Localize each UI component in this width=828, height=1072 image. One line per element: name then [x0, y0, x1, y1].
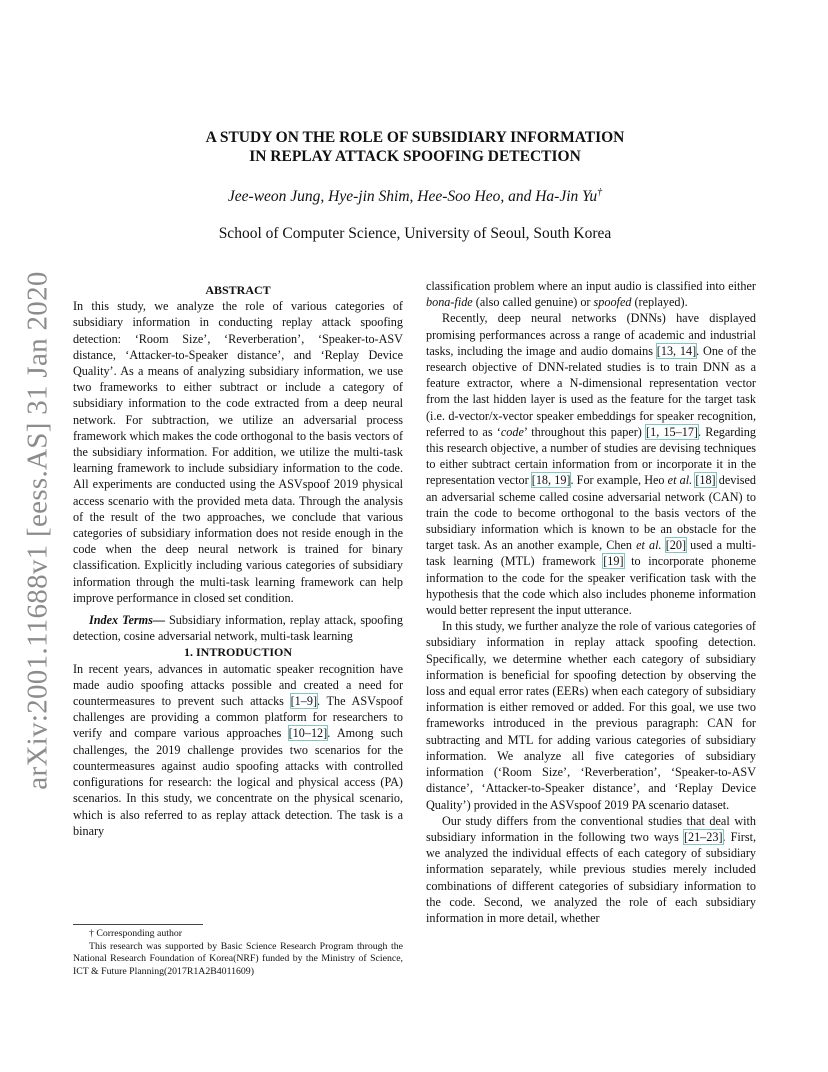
footnote-rule [73, 924, 203, 925]
citation-link[interactable]: [21–23] [683, 829, 723, 844]
index-terms-label: Index Terms— [89, 613, 166, 628]
right-paragraph-2: In this study, we further analyze the role of various categories of subsidiary information in replay attack spoofing detection. Specifically, we determine whether each category of subsidiary information is beneficial for spoofing detection by observing the loss and equal error rates (EERs) when each category of subsidiary information is either removed or added. For this goal, we use two frameworks introduced in the previous paragraph: CAN for subtracting and MTL for adding various categories of subsidiary information. We analyze all five categories of subsidiary information (‘Room Size’, ‘Reverberation’, ‘Speaker-to-ASV distance’, ‘Attacker-to-Speaker distance’, and ‘Replay Device Quality’) provided in the ASVspoof 2019 PA scenario dataset. [426, 619, 756, 812]
right-paragraph-1: Recently, deep neural networks (DNNs) have displayed promising performances across a range of academic and industrial tasks, including the image and audio domains [13, 14]. One of the research objective of DNN-related studies is to train DNN as a feature extractor, where a N-dimensional representation vector from the last hidden layer is used as the feature for the target task (i.e. d-vector/x-vector speaker embeddings for speaker recognition, referred to as ‘code’ throughout this paper) [1, 15–17]. Regarding this research objective, a number of studies are devising techniques to either subtract certain information from or incorporate it in the representation vector [18, 19]. For example, Heo et al. [18] devised an adversarial scheme called cosine adversarial network (CAN) to train the code to become orthogonal to the basis vectors of the subsidiary information which is known to be an obstacle for the target task. As an another example, Chen et al. [20] used a multi-task learning (MTL) framework [19] to incorporate phoneme information to the code for the speaker verification task with the hypothesis that the code which also includes phoneme information would better represent the input utterance. [426, 311, 757, 618]
introduction-heading: 1. INTRODUCTION [183, 645, 292, 660]
footnote-funding: This research was supported by Basic Science Research Program through the National Research Foundation of Korea(NRF) funded by the Ministry of Science, ICT & Future Planning(2017R1A2B4011609) [73, 940, 403, 977]
authors [100, 187, 730, 206]
affiliation: School of Computer Science, University of Seoul, South Korea [218, 225, 612, 242]
index-terms-text: Subsidiary information, replay attack, spoofing detection, cosine adversarial network, multi-task learning [73, 613, 403, 644]
citation-link[interactable]: [10–12] [288, 726, 328, 741]
arxiv-stamp-text: arXiv:2001.11688v1 [eess.AS] 31 Jan 2020 [21, 270, 54, 790]
citation-link[interactable]: [1, 15–17] [646, 424, 698, 439]
citation-link[interactable]: [19] [603, 554, 624, 569]
citation-link[interactable]: [20] [665, 538, 687, 553]
right-paragraph-0: classification problem where an input audio is classified into either bona-fide (also called genuine) or spoofed (replayed). [426, 279, 756, 310]
footnotes [73, 928, 403, 978]
right-column [426, 278, 756, 926]
footnote-corresponding-author: † Corresponding author [89, 928, 183, 939]
right-paragraph-3: Our study differs from the conventional studies that deal with subsidiary information in the following two ways [21–23]. First, we analyzed the individual effects of each category of subsidiary information separately, while previous studies merely included combinations of different categories of subsidiary information to the code. Second, we analyzed the role of each subsidiary information in more detail, whether [426, 813, 757, 925]
index-terms [73, 612, 403, 644]
author-names: Jee-weon Jung, Hye-jin Shim, Hee-Soo Heo, and Ha-Jin Yu [227, 188, 598, 206]
abstract-text: In this study, we analyze the role of various categories of subsidiary information in conducting replay attack spoofing detection: ‘Room Size’, ‘Reverberation’, ‘Speaker-to-ASV distance, ‘Attacker-to-Speaker distance’, and ‘Replay Device Quality’. As a means of analyzing subsidiary information, we use two frameworks to either subtract or include a category of subsidiary information to the code extracted from a deep neural network. For subtraction, we utilize an adversarial process framework which makes the code orthogonal to the basis vectors of the subsidiary information. For addition, we utilize the multi-task learning framework to include subsidiary information to the code. All experiments are conducted using the ASVspoof 2019 physical access scenario with the provided meta data. Through the analysis of the result of the two approaches, we conclude that various categories of subsidiary information does not reside enough in the code when the deep neural network is trained for binary classification. Explicitly including various categories of subsidiary information through the multi-task learning framework can help improve performance in closed set condition. [73, 299, 403, 605]
paper-title [100, 128, 730, 166]
abstract-heading: ABSTRACT [205, 283, 271, 297]
arxiv-identifier-stamp [8, 270, 68, 790]
citation-link[interactable]: [1–9] [290, 694, 318, 709]
left-column [73, 282, 403, 839]
title-line-2: IN REPLAY ATTACK SPOOFING DETECTION [249, 148, 581, 165]
intro-paragraph-1: In recent years, advances in automatic speaker recognition have made audio spoofing attacks possible and created a need for countermeasures to prevent such attacks [1–9]. The ASVspoof challenges are providing a common platform for researchers to verify and compare various approaches [10–12]. Among such challenges, the 2019 challenge provides two scenarios for the countermeasures against audio spoofing attacks with controlled configurations for research: the logical and physical access (PA) scenarios. In this study, we concentrate on the physical scenario, which is also referred to as replay attack detection. The task is a binary [73, 661, 404, 838]
citation-link[interactable]: [18] [695, 473, 716, 488]
title-line-1: A STUDY ON THE ROLE OF SUBSIDIARY INFORMATION [205, 129, 625, 146]
citation-link[interactable]: [18, 19] [531, 473, 571, 488]
citation-link[interactable]: [13, 14] [656, 343, 697, 358]
corresponding-mark: † [597, 187, 603, 198]
